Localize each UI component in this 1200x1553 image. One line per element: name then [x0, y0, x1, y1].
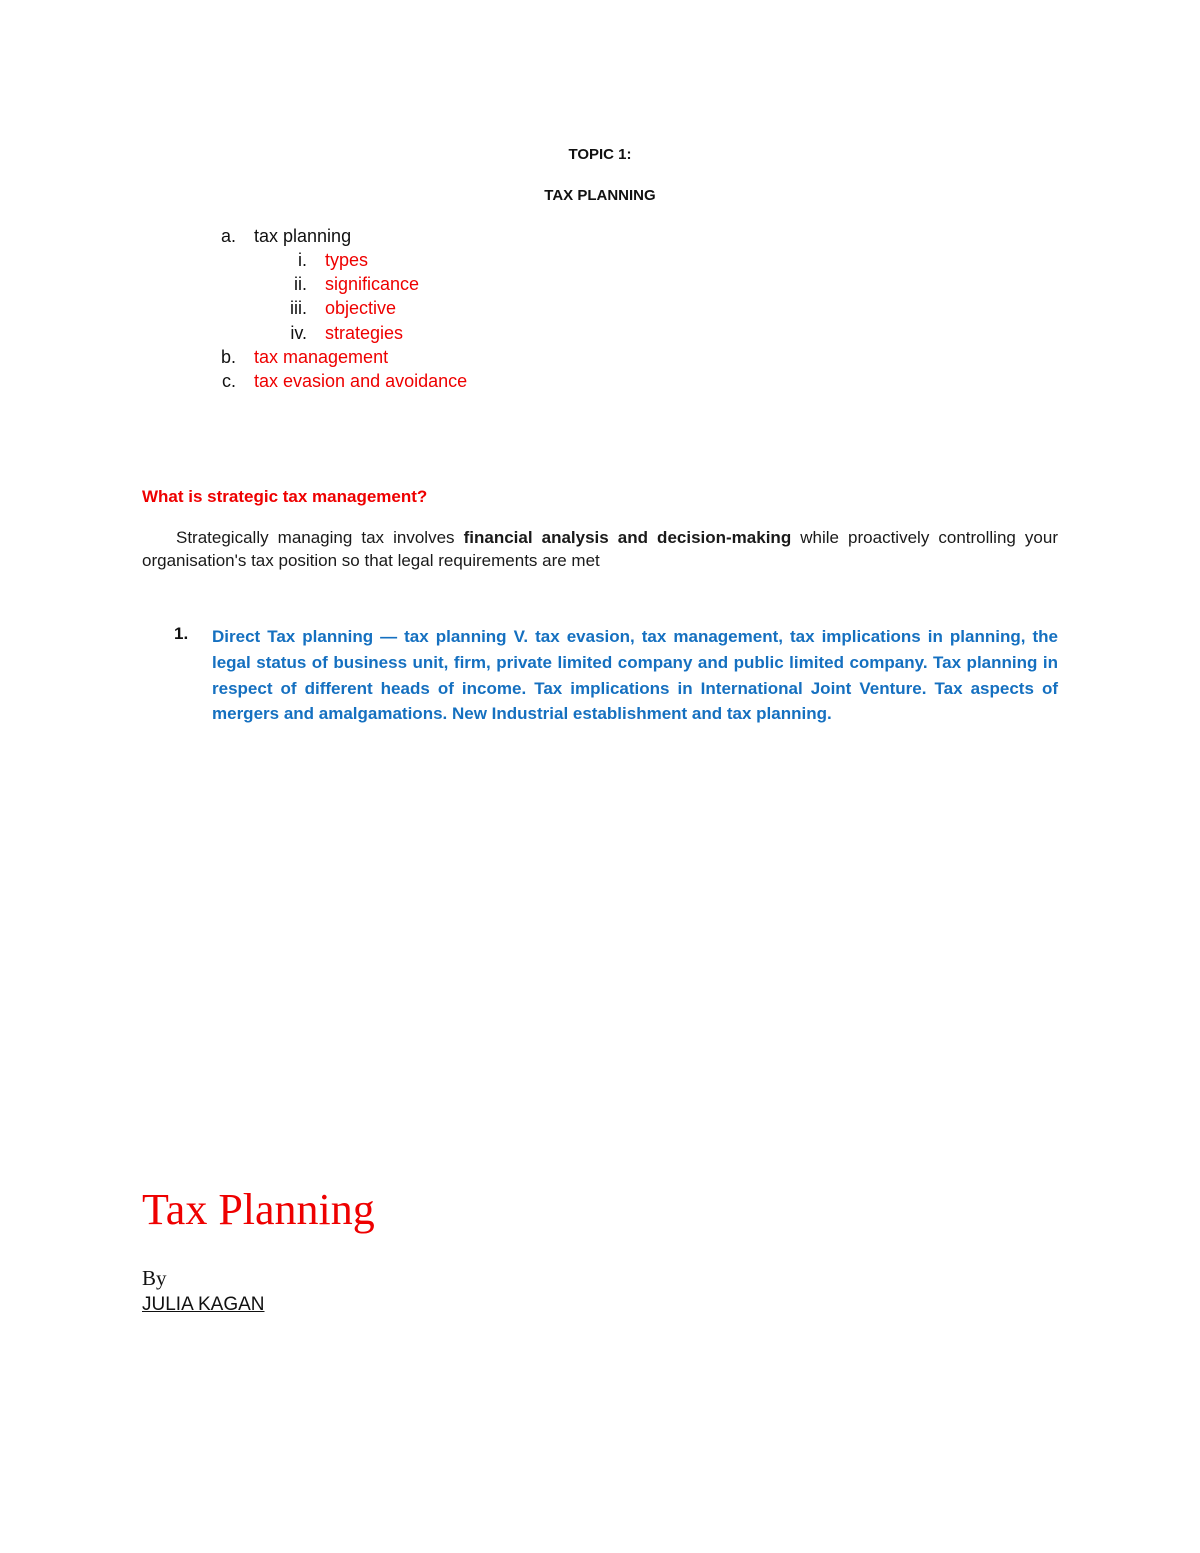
list-marker: b.	[220, 347, 236, 367]
paragraph-text: while proactively controlling your organisation's tax position so that legal requirements are met	[142, 528, 1058, 570]
paragraph-text: Strategically managing tax involves	[176, 528, 464, 547]
paragraph-bold-text: financial analysis and decision-making	[463, 528, 792, 547]
list-marker: a.	[220, 226, 236, 246]
list-item-text: types	[325, 250, 369, 270]
list-marker: iv.	[290, 323, 307, 343]
list-item-text: significance	[325, 274, 420, 294]
list-marker: c.	[221, 371, 236, 391]
list-marker: i.	[298, 250, 307, 270]
section-question: What is strategic tax management?	[142, 487, 428, 506]
list-marker: iii.	[290, 298, 307, 318]
numbered-item-text: Direct Tax planning — tax planning V. tax evasion, tax management, tax implications in planning, the legal status of business unit, firm, private limited company and public limited company. Tax planning in respect of different heads of income. Tax implications in International Joint Venture. Tax aspects of mergers and amalgamations. New Industrial establishment and tax planning.	[212, 627, 1058, 724]
list-marker: ii.	[294, 274, 307, 294]
list-item-text: tax management	[254, 347, 389, 367]
list-item-text: tax evasion and avoidance	[254, 371, 468, 391]
list-item-text: tax planning	[254, 226, 352, 246]
definition-paragraph	[142, 526, 1058, 572]
document-title: TAX PLANNING	[544, 187, 656, 204]
topic-label: TOPIC 1:	[568, 146, 632, 163]
list-item-text: strategies	[325, 323, 404, 343]
list-item-text: objective	[325, 298, 397, 318]
byline-label: By	[142, 1266, 167, 1290]
numbered-marker: 1.	[174, 624, 189, 643]
footer-title: Tax Planning	[142, 1185, 375, 1234]
author-name: JULIA KAGAN	[142, 1294, 265, 1315]
